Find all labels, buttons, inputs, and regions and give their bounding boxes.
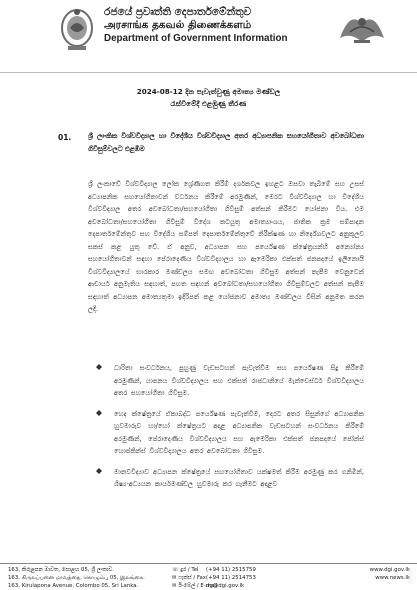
department-title xyxy=(104,6,334,45)
footer-divider xyxy=(0,563,417,564)
diamond-bullet-icon xyxy=(96,364,102,370)
department-logo-icon xyxy=(336,8,388,48)
list-item-text: හෙද ක්ෂේත්‍රයේ ඒකාබද්ධ පර්යේෂණ පැවැත්වීම, දෙරට අතර සිසුන්ගේ අධ්‍යාපනික හුවමාරුව හා/හෝ ක්ෂේත්‍රයට අදාළ අධ්‍යාපනික වැඩසටහන් සංවර්ධනය කිරීමේ අරමුණින්, පේරාදෙණිය විශ්වවිද්‍යාලය සහ ඇමෙරිකා එක්සත් ජනපදයේ ජෝන්ස් හොප්කින්ස් විශ්වවිද්‍යාලය අතර අවබෝධතා ගිවිසුම. xyxy=(114,409,364,455)
website-link[interactable]: www.news.lk xyxy=(375,575,410,581)
phone-number: (+94 11) 2515759 xyxy=(206,567,256,573)
meeting-date-heading: 2024-08-12 දින පැවැත්වුණු අමාත්‍ය මණ්ඩල xyxy=(136,87,281,96)
address-english: 163, Kirulapona Avenue, Colombo 05, Sri Lanka. xyxy=(8,583,139,589)
list-item xyxy=(96,408,364,458)
footer-address xyxy=(8,566,148,590)
diamond-bullet-icon xyxy=(96,468,102,474)
diamond-bullet-icon xyxy=(96,410,102,416)
phone-label: ☏ දුර / Tel xyxy=(172,567,199,573)
footer-contacts xyxy=(172,566,302,590)
website-link[interactable]: www.dgi.gov.lk xyxy=(369,567,410,573)
agreement-list xyxy=(96,362,364,499)
address-tamil: 163, கிருலப்பனை மாவத்தை, கொழும்பு 05, இலங்கை. xyxy=(8,575,145,581)
decisions-heading: රැස්වීමේදී එළඹුණු තීරණ xyxy=(170,99,247,108)
title-english: Department of Government Information xyxy=(104,33,288,44)
address-sinhala: 163, කිරුළපන මාවත, පොළහ 05, ශ්‍රී ලංකාව. xyxy=(8,567,115,573)
header-divider xyxy=(0,72,417,73)
item-title: ශ්‍රී ලාංකික විශ්වවිද්‍යාල හා විදේශීය විශ්වවිද්‍යාල අතර අධ්‍යාපනික සහයෝගීතාව අවබෝධතා ගිවිසුම්වලට එළඹීම xyxy=(88,132,364,153)
item-paragraph: ශ්‍රී ලංකාවේ විශ්වවිද්‍යාල ලෝක ශ්‍රේණිගත කිරීම් දර්ශකවල ඉහළට ඔසවා තැබීමේ සහ උසස් අධ්‍යාපනික සහයෝගීතාවන් වර්ධනය කිරීමේ අරමුණින්, මෙරට විශ්වවිද්‍යාල හා විදේශීය විශ්වවිද්‍යාල අතර අවබෝධතා/සහයෝගීතා ගිවිසුම් අත්සන් කිරීමට යෝජනා විය. එම අවබෝධතා/සහයෝගීතා ගිවිසුම් විදේශ කටයුතු අමාත්‍යාංශය, ජාතික ක්‍රම සම්පාදන දෙපාර්තමේන්තුව සහ විදේශීය සම්පත් දෙපාර්තමේන්තුවේ නිරීක්ෂණ හා නිර්දේශවලට අනුකූලව සකස් කළ යුතු වේ. ඒ අනුව, අධ්‍යාපන සහ පර්යේෂණ ක්ෂේත්‍රයන්හි අන්‍යෝන්‍ය සහයෝගීතාවන් සඳහා පේරාදෙණිය විශ්වවිද්‍යාලය හා ඇමෙරිකා එක්සත් ජනපදයේ ඉලිනොයි විශ්වවිද්‍යාලයේ භාරකාර මණ්ඩලය සමඟ අවබෝධතා ගිවිසුම අත්සන් කැපීම වෙනුවෙන් ආචාර්ය අනුමැතිය සඳහාත්, පහත සඳහන් අවබෝධතා/සහයෝගීතා ගිවිසුම්වලට අත්සන් කැපීම සඳහාත් අධ්‍යාපන අමාත්‍යතුමා ඉදිරිපත් කළ යෝජනාව අමාත්‍ය මණ්ඩලය විසින් අනුමත කරන ලදී. xyxy=(88,180,364,313)
list-item xyxy=(96,466,364,491)
item-number: 01. xyxy=(58,133,72,142)
state-emblem-icon xyxy=(60,6,94,54)
email-label: ✉ ඊ-මේල් / E-mail xyxy=(172,583,218,589)
list-item-text: ධාරිතා සංවර්ධනය, පුහුණු වැඩසටහන් පැවැත්වීම සහ පර්යේෂණ සිදු කිරීමේ අරමුණින්, යාපනය විශ්වවිද්‍යාලය සහ එක්සත් රාජධානියේ මැන්චෙස්ටර් විශ්වවිද්‍යාලය අතර සහයෝගීතා ගිවිසුම. xyxy=(114,364,364,397)
letterhead xyxy=(0,0,417,74)
title-sinhala: රජයේ ප්‍රවෘත්ති දෙපාර්තමේන්තුව xyxy=(104,6,252,18)
list-item-text: මානවවිද්‍යාව අධ්‍යාපන ක්ෂේත්‍රයේ සහයෝගීතාව යක්ෂමත් කිරීම අරමුණු කර ගනිමින්, ශිෂ්‍ය-අධ්‍යයන කාර්යමණ්ඩල හුවමාරු කර ගැනීමට අදාළව xyxy=(114,467,364,488)
email-address: dg@dgi.gov.lk xyxy=(206,583,245,589)
title-tamil: அரசாங்க தகவல் திணைக்களம் xyxy=(104,19,252,31)
fax-number: (+94 11) 2514753 xyxy=(206,575,256,581)
footer-websites xyxy=(318,566,410,582)
list-item xyxy=(96,362,364,400)
fax-label: ✉ ෆැක්ස් / Fax xyxy=(172,575,206,581)
